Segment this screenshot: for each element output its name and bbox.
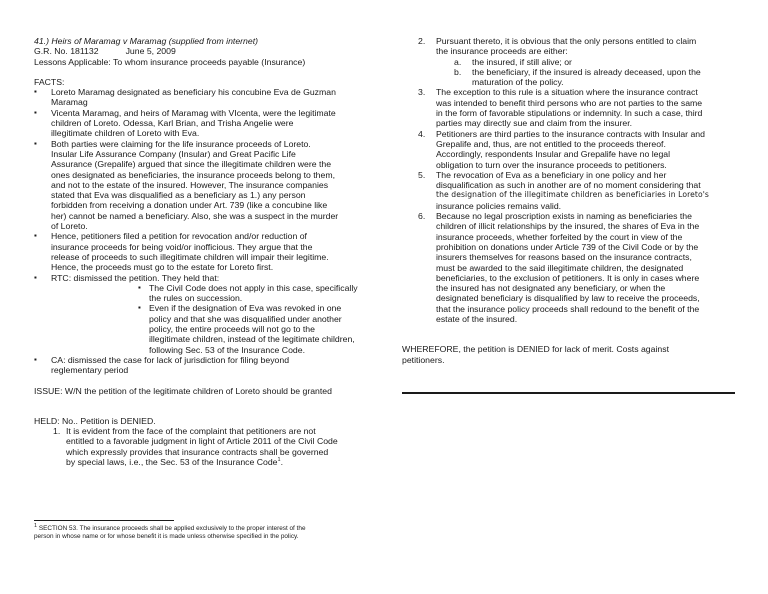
- wherefore-clause: WHEREFORE, the petition is DENIED for lack of merit. Costs against: [402, 344, 669, 355]
- rtc-sub-item: ▪ The Civil Code does not apply in this case, specifically the rules on succession.: [138, 282, 358, 304]
- end-divider: [402, 392, 735, 394]
- case-number-line: [34, 46, 368, 56]
- facts-heading: FACTS:: [34, 76, 65, 87]
- facts-item: ▪ Hence, petitioners filed a petition for revocation and/or reduction of insurance proceeds for being void/or inofficious. They argue that the release of proceeds to such illegitimate children will impair their legitime. Hence, the proceeds must go to the estate for Loreto first.: [34, 231, 368, 272]
- gr-number: G.R. No. 181132: [34, 46, 99, 57]
- held-sub-item: a. the insured, if still alive; or: [454, 56, 572, 67]
- held-item: 1. It is evident from the face of the complaint that petitioners are not entitled to a favorable judgment in light of Article 2011 of the Civil Code which expressly provides that insurance contracts shall be governed by special laws, i.e., the Sec. 53 of the Insurance Code$^1$.: [53, 426, 338, 467]
- footnote-separator: [34, 520, 174, 521]
- footnote: $^1$ SECTION 53. The insurance proceeds shall be applied exclusively to the proper interest of the person in whose name or for whose benefit it is made unless otherwise specified in the policy.: [34, 522, 306, 540]
- footnote-reference[interactable]: 1: [277, 457, 281, 464]
- facts-item: ▪ Both parties were claiming for the life insurance proceeds of Loreto. Insular Life Assurance Company (Insular) and Great Pacific Life Assurance (Grepalife) argued that since the illegitimate children were the ones designated as beneficiaries, the insurance proceeds belong to them, and not to the estate of the insured. However, The insurance companies stated that Eva was disqualified as a beneficiary as 1.) any person forbidden from receiving a donation under Art. 739 (like a concubine like her) cannot be named a beneficiary. Also, she was a suspect in the murder of Loreto.: [34, 139, 368, 232]
- held-item: 6. Because no legal proscription exists in naming as beneficiaries the children of illicit relationships by the insured, the shares of Eva in the insurance proceeds, whether forfeited by the court in view of the prohibition on donations under Article 739 of the Civil Code or by the insurers themselves for reasons based on the insurance contracts, must be awarded to the said illegitimate children, the designated beneficiaries, to the exclusion of petitioners. It is only in cases where the insured has not designated any beneficiary, or when the designated beneficiary is disqualified by law to receive the proceeds, that the insurance policy proceeds shall redound to the benefit of the estate of the insured.: [418, 211, 700, 325]
- decision-date: June 5, 2009: [125, 46, 176, 57]
- facts-item-rtc: ▪ RTC: dismissed the petition. They held that:: [34, 273, 368, 283]
- left-column: [34, 36, 368, 467]
- facts-item: ▪ Vicenta Maramag, and heirs of Maramag with VIcenta, were the legitimate children of Loreto. Odessa, Karl Brian, and Trisha Angelie were illegitimate children of Loreto with Eva.: [34, 108, 368, 139]
- held-item: 3. The exception to this rule is a situation where the insurance contract was intended to benefit third persons who are not parties to the same in the form of favorable stipulations or indemnity. In such a case, third parties may directly sue and claim from the insurer.: [418, 87, 703, 129]
- footnote-mark: 1: [34, 522, 38, 529]
- issue-statement: ISSUE: W/N the petition of the legitimate children of Loreto should be granted: [34, 385, 332, 396]
- right-column: [402, 36, 735, 365]
- held-item: 2. Pursuant thereto, it is obvious that the only persons entitled to claim the insurance proceeds are either:: [418, 36, 697, 57]
- rtc-sub-item: ▪ Even if the designation of Eva was revoked in one policy and that she was disqualified under another policy, the entire proceeds will not go to the illegitimate children, instead of the legitimate children, following Sec. 53 of the Insurance Code.: [138, 303, 355, 355]
- facts-item: ▪ Loreto Maramag designated as beneficiary his concubine Eva de Guzman Maramag: [34, 87, 368, 108]
- case-title: 41.) Heirs of Maramag v Maramag (supplied from internet): [34, 36, 259, 46]
- wherefore-clause-cont: petitioners.: [402, 354, 445, 365]
- held-sub-item: b. the beneficiary, if the insured is already deceased, upon the maturation of the policy.: [454, 66, 701, 88]
- held-item: 4. Petitioners are third parties to the insurance contracts with Insular and Grepalife and, thus, are not entitled to the proceeds thereof. Accordingly, respondents Insular and Grepalife have no legal obligation to turn over the insurance proceeds to petitioners.: [418, 128, 705, 170]
- held-heading: HELD: No.. Petition is DENIED.: [34, 415, 156, 426]
- held-item: 5. The revocation of Eva as a beneficiary in one policy and her disqualification as such in another are of no moment considering that the designation of the illegitimate children as beneficiaries in Loreto's insurance policies remains valid.: [418, 169, 709, 211]
- facts-item-ca: ▪ CA: dismissed the case for lack of jurisdiction for filing beyond reglementary period: [34, 355, 368, 376]
- lessons-applicable: Lessons Applicable: To whom insurance proceeds payable (Insurance): [34, 56, 306, 67]
